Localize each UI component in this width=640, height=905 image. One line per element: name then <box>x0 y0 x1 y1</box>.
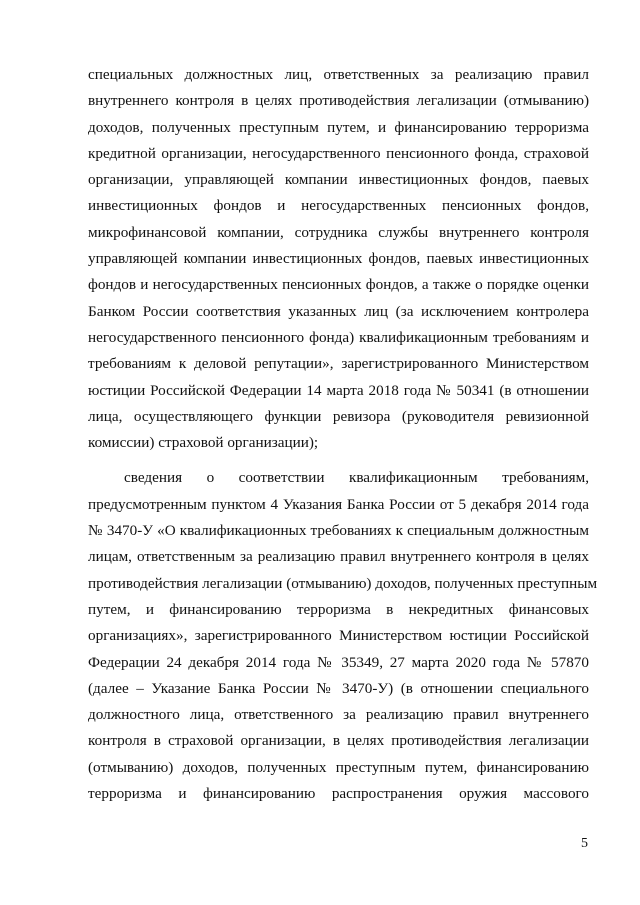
text-line: кредитной организации, негосударственного пенсионного фонда, страховой <box>88 144 589 162</box>
text-line: фондов и негосударственных пенсионных фондов, а также о порядке оценки <box>88 276 589 294</box>
text-line: предусмотренным пунктом 4 Указания Банка России от 5 декабря 2014 года <box>88 495 589 513</box>
paragraph-2 <box>88 465 598 807</box>
text-line: негосударственного пенсионного фонда) квалификационным требованиям и <box>88 328 589 346</box>
text-line: противодействия легализации (отмыванию) доходов, полученных преступным <box>88 574 598 592</box>
text-line: сведения о соответствии квалификационным требованиям, <box>124 469 589 487</box>
paragraph-1 <box>88 62 589 456</box>
text-line: должностного лица, ответственного за реализацию правил внутреннего <box>88 706 589 724</box>
text-line: (далее – Указание Банка России № 3470-У) (в отношении специального <box>88 679 589 697</box>
text-line: доходов, полученных преступным путем, и финансированию терроризма <box>88 118 589 136</box>
text-line: управляющей компании инвестиционных фондов, паевых инвестиционных <box>88 250 589 268</box>
text-line: организациях», зарегистрированного Министерством юстиции Российской <box>88 627 589 645</box>
text-line: специальных должностных лиц, ответственных за реализацию правил <box>88 66 589 83</box>
text-line: терроризма и финансированию распространения оружия массового <box>88 785 589 803</box>
text-line: лица, осуществляющего функции ревизора (руководителя ревизионной <box>88 407 589 425</box>
text-line: Федерации 24 декабря 2014 года № 35349, 27 марта 2020 года № 57870 <box>88 653 589 671</box>
document-page <box>88 62 598 807</box>
page-number: 5 <box>581 836 588 851</box>
text-line: инвестиционных фондов и негосударственных пенсионных фондов, <box>88 197 589 215</box>
text-line: требованиям к деловой репутации», зарегистрированного Министерством <box>88 355 589 373</box>
text-line: микрофинансовой компании, сотрудника службы внутреннего контроля <box>88 223 589 241</box>
paragraph-spacer <box>88 456 589 465</box>
text-line: (отмыванию) доходов, полученных преступным путем, финансированию <box>88 758 589 776</box>
text-line: № 3470-У «О квалификационных требованиях к специальным должностным <box>88 522 589 540</box>
text-line: юстиции Российской Федерации 14 марта 2018 года № 50341 (в отношении <box>88 381 589 399</box>
text-line: комиссии) страховой организации); <box>88 434 319 452</box>
text-line: путем, и финансированию терроризма в некредитных финансовых <box>88 600 589 618</box>
text-line: внутреннего контроля в целях противодействия легализации (отмыванию) <box>88 92 589 110</box>
text-line: лицам, ответственным за реализацию правил внутреннего контроля в целях <box>88 548 589 566</box>
text-line: Банком России соответствия указанных лиц (за исключением контролера <box>88 302 589 320</box>
text-line: организации, управляющей компании инвестиционных фондов, паевых <box>88 171 589 189</box>
text-line: контроля в страховой организации, в целях противодействия легализации <box>88 732 589 750</box>
